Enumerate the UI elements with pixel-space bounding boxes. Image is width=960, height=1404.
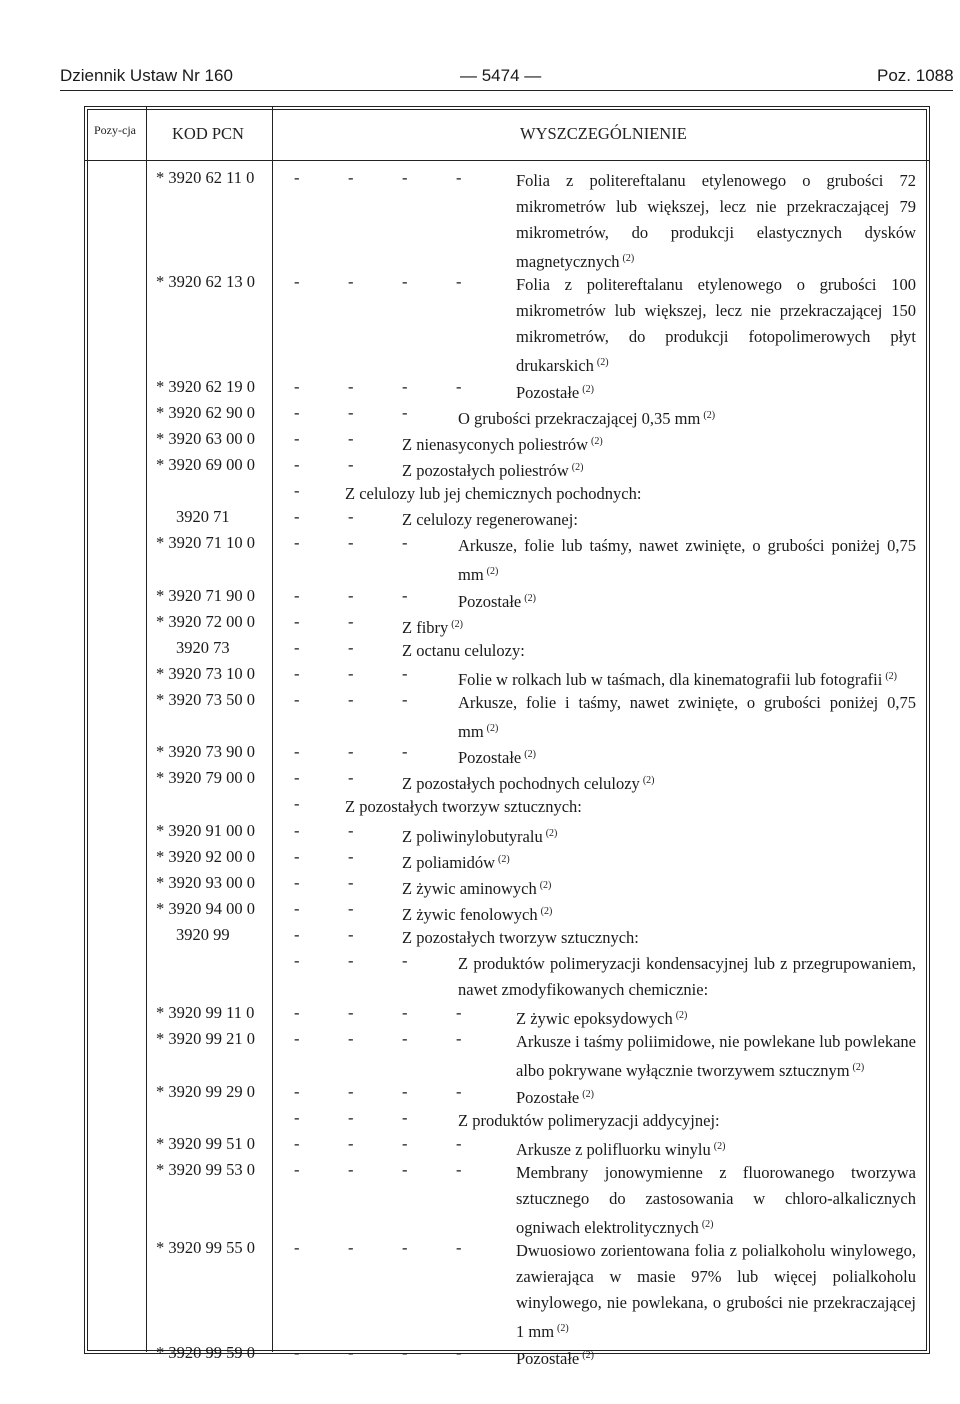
level-dash: - [348,455,354,475]
footnote-marker: (2) [852,1062,865,1074]
col-header-code: KOD PCN [172,124,244,143]
level-dash: - [294,820,300,840]
table-row [84,951,928,1003]
description [458,742,916,771]
table-row [84,455,928,481]
description-text: Pozostałe [516,1348,580,1368]
level-dash: - [348,898,354,918]
level-dash: - [456,1342,462,1362]
level-dash: - [294,951,300,970]
level-dash: - [294,429,300,448]
level-dash: - [294,376,300,396]
table-row [84,821,928,847]
table-row [84,1082,928,1108]
table-row [84,768,928,794]
page-number: — 5474 — [460,66,542,85]
pcn-code: * 3920 94 00 0 [156,898,255,918]
pcn-code: * 3920 99 51 0 [156,1133,255,1153]
level-dash: - [294,872,300,892]
footnote-marker: (2) [582,1349,594,1361]
description [516,1238,916,1345]
level-dash: - [402,1342,408,1362]
description [516,1029,916,1084]
level-dash: - [294,168,300,187]
table-row [84,377,928,403]
table-row [84,586,928,612]
pcn-code: * 3920 99 53 0 [156,1159,255,1179]
pcn-code: 3920 99 [176,924,230,944]
level-dash: - [402,402,408,422]
footnote-marker: (2) [524,592,536,604]
table-row [84,690,928,742]
level-dash: - [294,663,300,683]
description [458,690,916,745]
description-text: Z poliwinylobutyralu [402,826,543,846]
table-row [84,638,928,664]
level-dash: - [348,376,354,396]
level-dash: - [348,585,354,605]
level-dash: - [402,1133,408,1153]
description [402,899,916,928]
description-text: Z pozostałych poliestrów [402,461,569,481]
description [402,768,916,797]
table-row [84,925,928,951]
table-row [84,794,928,820]
pcn-code: * 3920 62 11 0 [156,168,255,187]
level-dash: - [402,1029,408,1049]
level-dash: - [294,1159,300,1179]
level-dash: - [456,1029,462,1049]
footnote-marker: (2) [571,462,584,474]
pcn-code: * 3920 71 10 0 [156,533,255,553]
pcn-code: * 3920 99 59 0 [156,1342,255,1362]
pcn-code: * 3920 73 90 0 [156,742,255,762]
table-row [84,1029,928,1081]
level-dash: - [456,376,462,396]
col-header-position: Pozy-cja [94,123,136,137]
table-row [84,1134,928,1160]
description-text: Arkusze, folie lub taśmy, nawet zwinięte, o grubości poniżej 0,75 mm [458,536,916,585]
level-dash: - [348,637,354,657]
pcn-code: * 3920 62 19 0 [156,376,255,396]
level-dash: - [348,1107,354,1127]
level-dash: - [294,846,300,866]
pcn-code: * 3920 73 10 0 [156,663,255,683]
table-row [84,899,928,925]
level-dash: - [402,1107,408,1127]
level-dash: - [348,168,354,187]
level-dash: - [456,272,462,292]
level-dash: - [402,690,408,709]
pcn-code: * 3920 93 00 0 [156,872,255,892]
level-dash: - [348,429,354,448]
level-dash: - [348,402,354,422]
level-dash: - [348,1029,354,1049]
level-dash: - [294,455,300,475]
level-dash: - [348,507,354,527]
level-dash: - [402,168,408,187]
level-dash: - [294,1133,300,1153]
level-dash: - [294,1238,300,1258]
level-dash: - [348,1133,354,1153]
pcn-code: * 3920 91 00 0 [156,820,255,840]
pcn-code: * 3920 69 00 0 [156,455,255,475]
footnote-marker: (2) [498,853,510,865]
description [458,403,916,432]
table-row [84,1160,928,1238]
level-dash: - [402,1081,408,1101]
footnote-marker: (2) [540,905,553,917]
description-text: Pozostałe [516,382,580,402]
header-divider [84,160,930,161]
table-row [84,873,928,899]
level-dash: - [402,585,408,605]
level-dash: - [456,1238,462,1258]
page-header [0,62,960,92]
level-dash: - [294,924,300,944]
footnote-marker: (2) [713,1140,726,1152]
description-text: Z pozostałych pochodnych celulozy [402,774,640,794]
footnote-marker: (2) [582,1088,594,1100]
level-dash: - [294,690,300,709]
level-dash: - [402,951,408,970]
col-header-description: WYSZCZEGÓLNIENIE [520,124,687,143]
description-text: Z celulozy lub jej chemicznych pochodnych: [345,484,642,504]
description [458,533,916,588]
table-row [84,664,928,690]
level-dash: - [402,1238,408,1258]
level-dash: - [348,846,354,866]
pcn-code: * 3920 79 00 0 [156,768,255,788]
description-text: Z produktów polimeryzacji kondensacyjnej lub z przegrupowaniem, nawet zmodyfikowanych chemicznie: [458,954,916,999]
footnote-marker: (2) [486,566,499,578]
position-number: Poz. 1088 [877,66,954,85]
level-dash: - [348,768,354,788]
journal-title: Dziennik Ustaw Nr 160 [60,66,233,85]
level-dash: - [294,402,300,422]
pcn-code: * 3920 92 00 0 [156,846,255,866]
description-text: Z pozostałych tworzyw sztucznych: [402,927,639,947]
description [516,1343,916,1372]
level-dash: - [294,794,300,814]
level-dash: - [294,611,300,631]
description-text: Arkusze i taśmy poliimidowe, nie powlekane lub powlekane albo pokrywane wyłącznie tworzywem sztucznym [516,1032,916,1081]
level-dash: - [348,924,354,944]
level-dash: - [294,481,300,501]
level-dash: - [294,1107,300,1127]
description-text: Z żywic epoksydowych [516,1009,673,1029]
description [402,847,916,876]
description-text: Dwuosiowo zorientowana folia z polialkoholu winylowego, zawierająca w masie 97% lub więcej polialkoholu winylowego, nie powlekana, o grubości nie przekraczającej 1 mm [516,1241,916,1342]
footnote-marker: (2) [703,409,716,421]
level-dash: - [348,742,354,762]
table-row [84,272,928,376]
level-dash: - [402,742,408,762]
description [402,873,916,902]
level-dash: - [294,898,300,918]
table-row [84,742,928,768]
table-row [84,403,928,429]
level-dash: - [348,951,354,970]
level-dash: - [456,168,462,187]
level-dash: - [294,1029,300,1049]
pcn-code: * 3920 62 13 0 [156,272,255,292]
level-dash: - [294,637,300,657]
footnote-marker: (2) [486,723,499,734]
header-rule [60,90,953,91]
level-dash: - [348,1159,354,1179]
description [458,586,916,615]
footnote-marker: (2) [642,775,655,787]
description-text: Z fibry [402,617,449,637]
level-dash: - [348,1238,354,1258]
table-row [84,847,928,873]
description [458,951,916,1003]
footnote-marker: (2) [545,827,558,839]
pcn-code: * 3920 73 50 0 [156,690,255,709]
description [516,168,916,275]
description-text: Z żywic aminowych [402,878,537,898]
table-row [84,612,928,638]
table-row [84,1108,928,1134]
description-text: Z celulozy regenerowanej: [402,510,578,530]
level-dash: - [402,1159,408,1179]
level-dash: - [402,376,408,396]
description-text: Membrany jonowymienne z fluorowanego tworzywa sztucznego do zastosowania w chloro-alkalicznych ogniwach elektrolitycznych [516,1162,916,1237]
description-text: Pozostałe [458,591,522,611]
level-dash: - [294,768,300,788]
description-text: Z produktów polimeryzacji addycyjnej: [458,1110,720,1130]
footnote-marker: (2) [582,383,594,395]
table-row [84,429,928,455]
footnote-marker: (2) [675,1010,688,1022]
level-dash: - [402,272,408,292]
level-dash: - [294,1342,300,1362]
table-row [84,481,928,507]
footnote-marker: (2) [557,1323,569,1335]
level-dash: - [294,272,300,292]
description-text: Arkusze, folie i taśmy, nawet zwinięte, o grubości poniżej 0,75 mm [458,693,916,741]
level-dash: - [348,272,354,292]
description-text: Z octanu celulozy: [402,640,525,660]
description-text: Folie w rolkach lub w taśmach, dla kinematografii lub fotografii [458,669,883,689]
description [516,1134,916,1163]
description [402,429,916,458]
description-text: O grubości przekraczającej 0,35 mm [458,408,701,428]
description [402,821,916,850]
description-text: Pozostałe [458,748,522,768]
description [458,664,916,693]
footnote-marker: (2) [885,670,897,682]
table-row [84,1238,928,1342]
description-text: Folia z politereftalanu etylenowego o grubości 72 mikrometrów lub większej, lecz nie przekraczającej 79 mikrometrów, do produkcji elastycznych dysków magnetycznych [516,171,916,271]
description [402,925,916,951]
description [516,1003,916,1032]
pcn-code: * 3920 99 29 0 [156,1081,255,1101]
footnote-marker: (2) [524,749,536,761]
level-dash: - [348,1081,354,1101]
description [402,455,916,484]
description [516,377,916,406]
description [402,507,916,533]
footnote-marker: (2) [596,357,609,369]
level-dash: - [294,585,300,605]
description [345,794,916,820]
description [458,1108,916,1134]
table-row [84,1003,928,1029]
level-dash: - [348,1003,354,1023]
footnote-marker: (2) [539,879,552,891]
table-row [84,533,928,585]
level-dash: - [348,1342,354,1362]
table-row [84,507,928,533]
pcn-code: * 3920 71 90 0 [156,585,255,605]
footnote-marker: (2) [451,618,463,630]
level-dash: - [294,742,300,762]
level-dash: - [402,663,408,683]
pcn-code: * 3920 99 21 0 [156,1029,255,1049]
level-dash: - [348,820,354,840]
level-dash: - [456,1133,462,1153]
level-dash: - [402,1003,408,1023]
footnote-marker: (2) [622,253,635,264]
description [516,1082,916,1111]
description-text: Z pozostałych tworzyw sztucznych: [345,797,582,817]
level-dash: - [456,1003,462,1023]
pcn-code: * 3920 62 90 0 [156,402,255,422]
pcn-code: * 3920 99 11 0 [156,1003,255,1023]
level-dash: - [456,1159,462,1179]
level-dash: - [348,663,354,683]
description-text: Z nienasyconych poliestrów [402,435,589,454]
pcn-code: 3920 73 [176,637,230,657]
level-dash: - [456,1081,462,1101]
table-row [84,1343,928,1369]
level-dash: - [348,690,354,709]
level-dash: - [348,533,354,553]
description [516,1160,916,1241]
pcn-code: * 3920 63 00 0 [156,429,255,448]
level-dash: - [294,533,300,553]
footnote-marker: (2) [591,436,603,447]
description-text: Z poliamidów [402,852,496,872]
level-dash: - [348,872,354,892]
pcn-code: * 3920 99 55 0 [156,1238,255,1258]
description [516,272,916,379]
pcn-code: 3920 71 [176,507,230,527]
table-row [84,168,928,272]
level-dash: - [402,533,408,553]
description [402,638,916,664]
description-text: Pozostałe [516,1087,580,1107]
description [345,481,916,507]
description [402,612,916,641]
pcn-code: * 3920 72 00 0 [156,611,255,631]
level-dash: - [348,611,354,631]
footnote-marker: (2) [701,1218,714,1230]
level-dash: - [294,1003,300,1023]
level-dash: - [294,507,300,527]
description-text: Z żywic fenolowych [402,904,538,924]
description-text: Folia z politereftalanu etylenowego o grubości 100 mikrometrów lub większej, lecz nie przekraczającej 150 mikrometrów, do produkcji fotopolimerowych płyt drukarskich [516,275,916,376]
level-dash: - [294,1081,300,1101]
description-text: Arkusze z polifluorku winylu [516,1139,711,1159]
